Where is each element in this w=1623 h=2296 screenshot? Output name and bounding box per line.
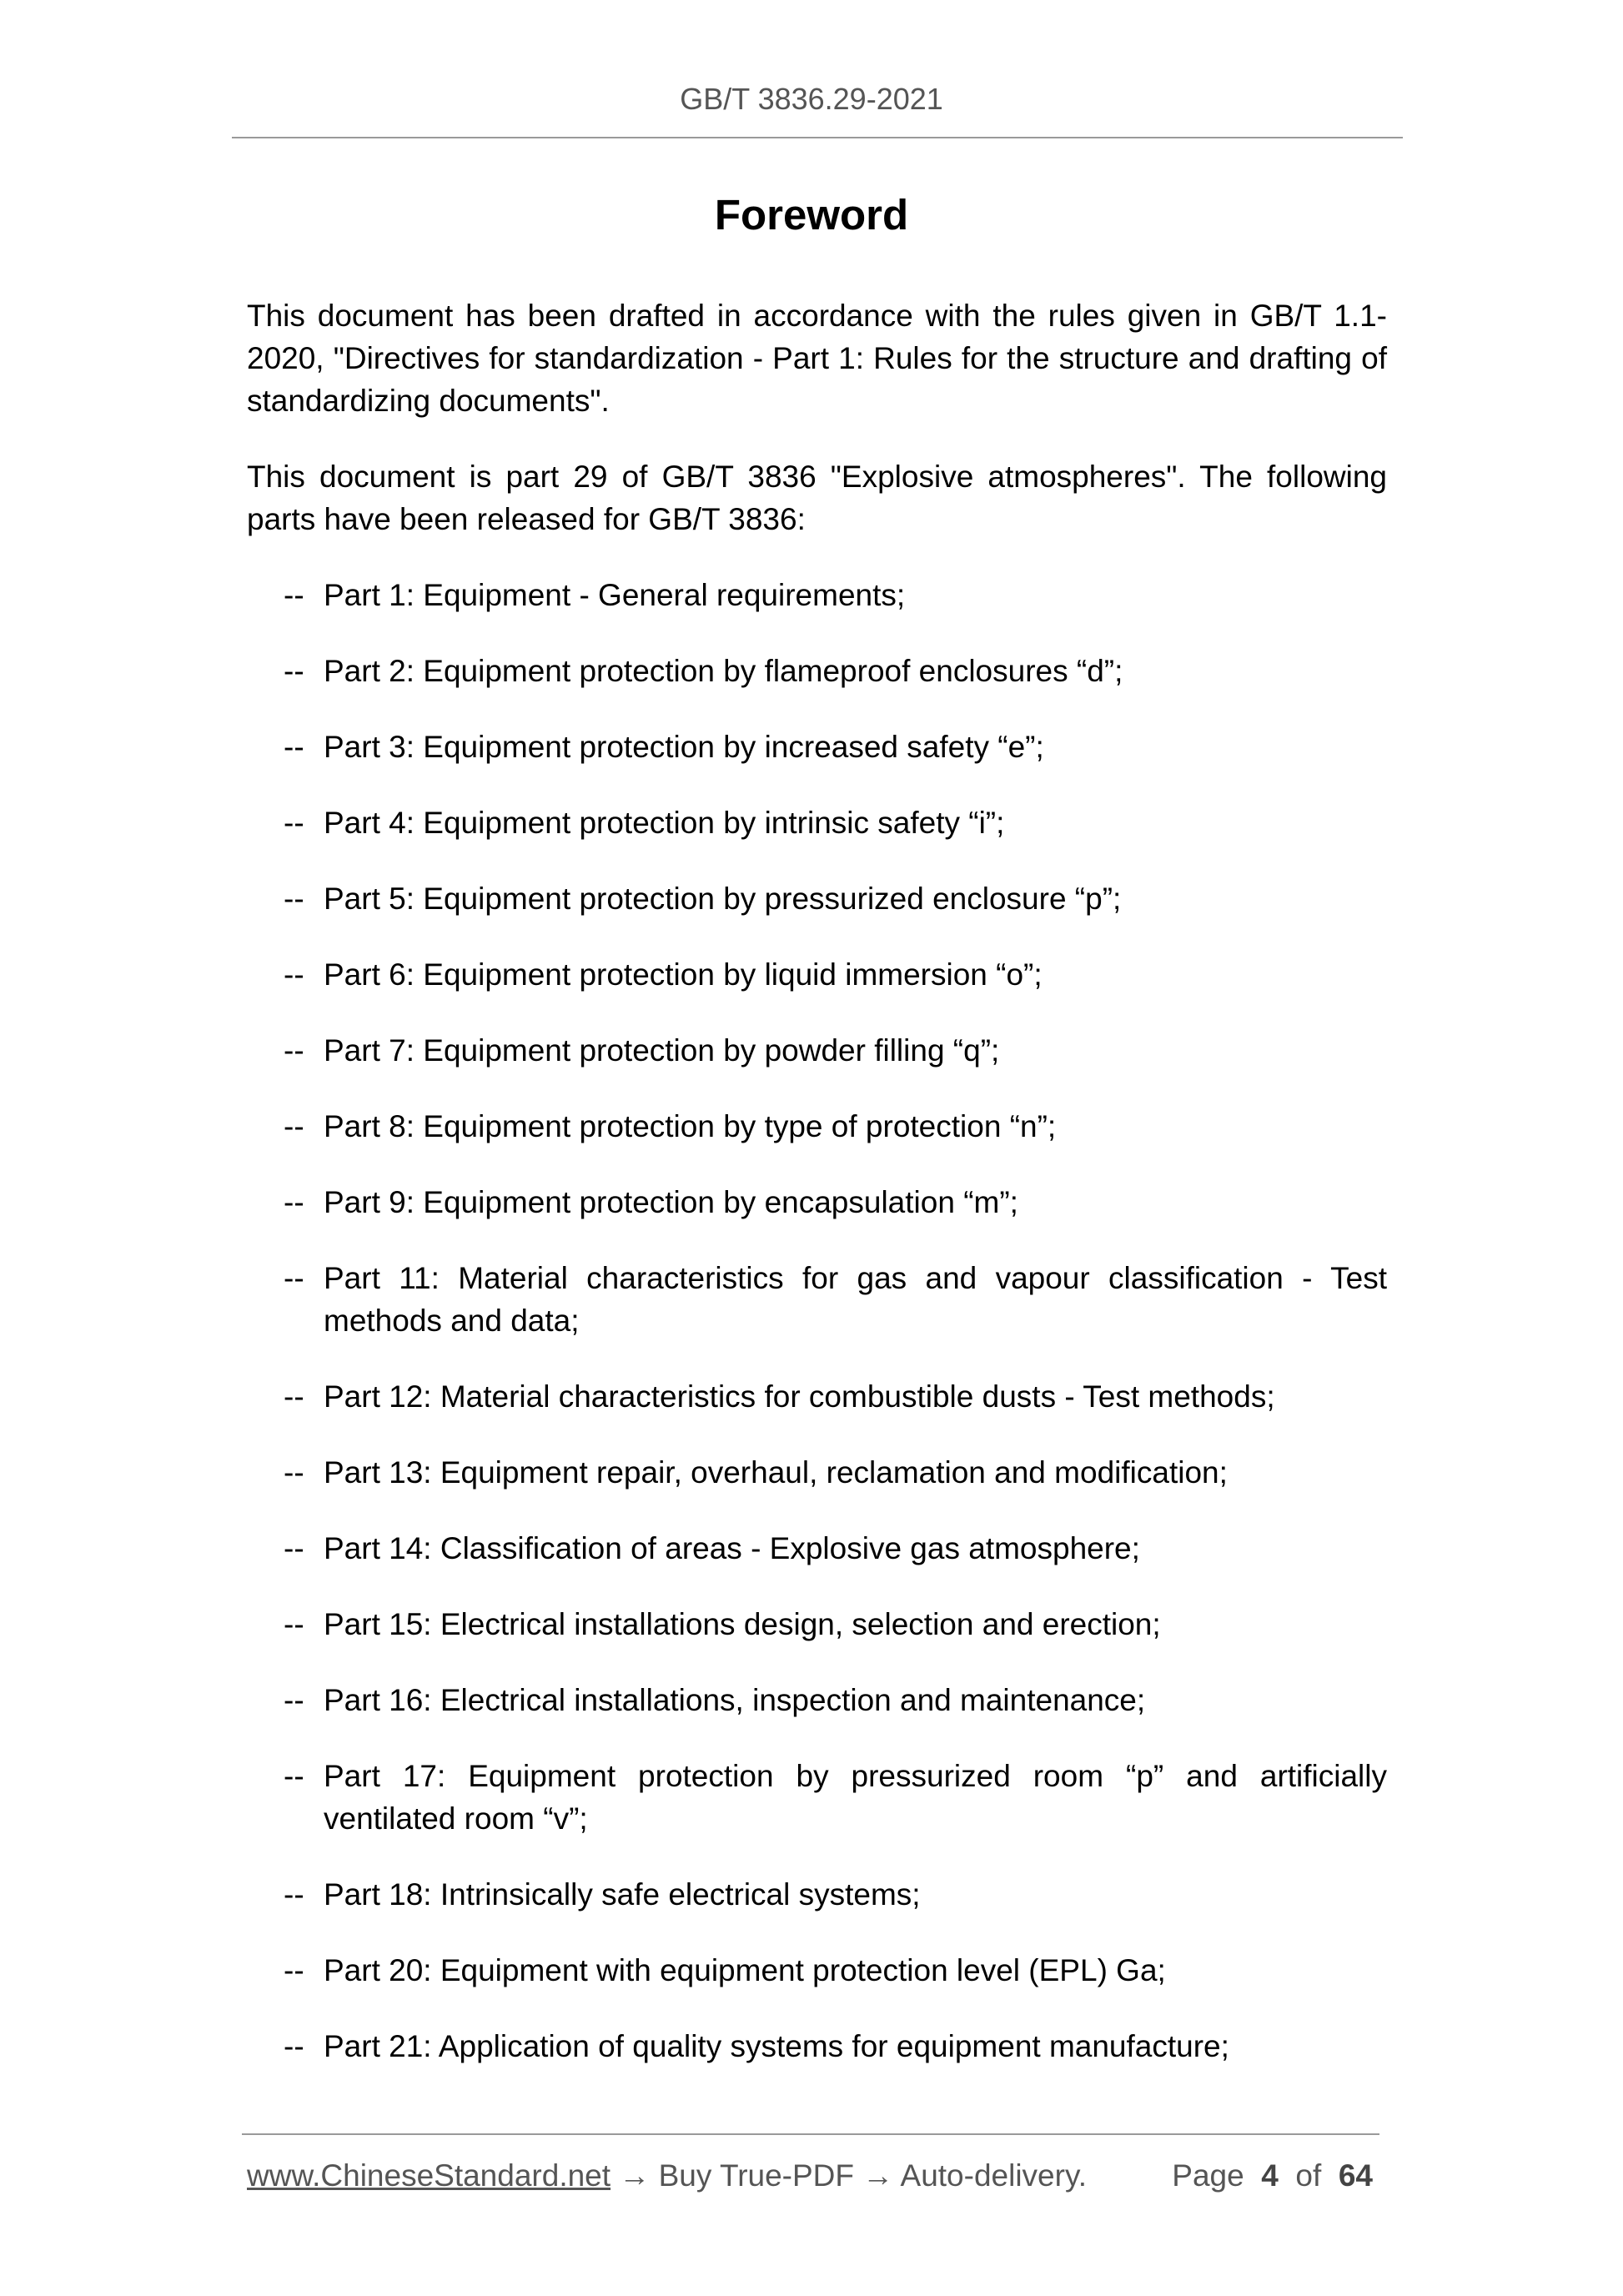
list-dash: -- xyxy=(284,1033,304,1068)
list-dash: -- xyxy=(284,1109,304,1143)
list-dash: -- xyxy=(284,806,304,840)
list-item xyxy=(247,574,1387,616)
list-item xyxy=(247,1029,1387,1072)
list-dash: -- xyxy=(284,578,304,612)
list-item xyxy=(247,1257,1387,1342)
list-item xyxy=(247,1679,1387,1721)
list-item xyxy=(247,801,1387,844)
list-item xyxy=(247,1105,1387,1148)
list-item-text: Part 2: Equipment protection by flameproof enclosures “d”; xyxy=(324,654,1123,688)
list-item-text: Part 21: Application of quality systems for equipment manufacture; xyxy=(324,2029,1229,2063)
footer-tagline: → Buy True-PDF → Auto-delivery. xyxy=(611,2158,1087,2193)
list-dash: -- xyxy=(284,730,304,764)
paragraph: This document has been drafted in accordance with the rules given in GB/T 1.1-2020, "Directives for standardization - Part 1: Rules for the structure and drafting of standardizing documents". xyxy=(247,299,1387,418)
list-dash: -- xyxy=(284,1759,304,1793)
list-dash: -- xyxy=(284,957,304,992)
list-item-text: Part 18: Intrinsically safe electrical systems; xyxy=(324,1877,921,1912)
list-item-text: Part 13: Equipment repair, overhaul, reclamation and modification; xyxy=(324,1455,1228,1490)
list-item-text: Part 5: Equipment protection by pressurized enclosure “p”; xyxy=(324,882,1122,916)
total-pages-number: 64 xyxy=(1338,2158,1373,2193)
page-of-label: of xyxy=(1295,2158,1322,2193)
list-item-text: Part 14: Classification of areas - Explosive gas atmosphere; xyxy=(324,1531,1140,1565)
list-item-text: Part 15: Electrical installations design, selection and erection; xyxy=(324,1607,1161,1641)
list-item-text: Part 17: Equipment protection by pressurized room “p” and artificially ventilated room “v”; xyxy=(324,1759,1387,1836)
list-dash: -- xyxy=(284,1455,304,1490)
list-item-text: Part 16: Electrical installations, inspection and maintenance; xyxy=(324,1683,1146,1717)
list-item xyxy=(247,1181,1387,1223)
list-dash: -- xyxy=(284,1953,304,1987)
list-item xyxy=(247,1451,1387,1494)
list-item xyxy=(247,2025,1387,2067)
list-item-text: Part 4: Equipment protection by intrinsic safety “i”; xyxy=(324,806,1005,840)
list-item-text: Part 3: Equipment protection by increased safety “e”; xyxy=(324,730,1044,764)
list-dash: -- xyxy=(284,2029,304,2063)
list-item-text: Part 6: Equipment protection by liquid immersion “o”; xyxy=(324,957,1043,992)
list-item xyxy=(247,953,1387,996)
list-dash: -- xyxy=(284,1607,304,1641)
list-dash: -- xyxy=(284,1261,304,1295)
list-dash: -- xyxy=(284,654,304,688)
list-item xyxy=(247,1873,1387,1916)
list-item-text: Part 20: Equipment with equipment protection level (EPL) Ga; xyxy=(324,1953,1166,1987)
list-item xyxy=(247,726,1387,768)
current-page-number: 4 xyxy=(1261,2158,1279,2193)
list-item-text: Part 1: Equipment - General requirements; xyxy=(324,578,906,612)
page-header: GB/T 3836.29-2021 xyxy=(680,82,943,116)
list-item-text: Part 7: Equipment protection by powder filling “q”; xyxy=(324,1033,1000,1068)
website-link[interactable]: www.ChineseStandard.net xyxy=(247,2158,611,2193)
list-item xyxy=(247,1755,1387,1840)
list-dash: -- xyxy=(284,1379,304,1414)
list-item xyxy=(247,877,1387,920)
list-item-text: Part 9: Equipment protection by encapsulation “m”; xyxy=(324,1185,1018,1219)
list-item xyxy=(247,1375,1387,1418)
header-divider xyxy=(232,137,1403,138)
list-item-text: Part 8: Equipment protection by type of protection “n”; xyxy=(324,1109,1057,1143)
list-dash: -- xyxy=(284,1185,304,1219)
footer-promo xyxy=(247,2158,1087,2193)
list-item xyxy=(247,1949,1387,1992)
page-label: Page xyxy=(1172,2158,1244,2193)
list-dash: -- xyxy=(284,1531,304,1565)
list-item-text: Part 11: Material characteristics for gas and vapour classification - Test methods and data; xyxy=(324,1261,1387,1338)
list-dash: -- xyxy=(284,1877,304,1912)
list-dash: -- xyxy=(284,1683,304,1717)
page-title: Foreword xyxy=(714,191,909,239)
list-item xyxy=(247,650,1387,692)
footer-divider xyxy=(242,2133,1379,2135)
document-body xyxy=(247,294,1387,2101)
list-dash: -- xyxy=(284,882,304,916)
paragraph: This document is part 29 of GB/T 3836 "Explosive atmospheres". The following parts have been released for GB/T 3836: xyxy=(247,460,1387,536)
list-item xyxy=(247,1527,1387,1570)
parts-list xyxy=(247,574,1387,2067)
list-item xyxy=(247,1603,1387,1645)
page-indicator xyxy=(1172,2158,1373,2193)
list-item-text: Part 12: Material characteristics for combustible dusts - Test methods; xyxy=(324,1379,1275,1414)
